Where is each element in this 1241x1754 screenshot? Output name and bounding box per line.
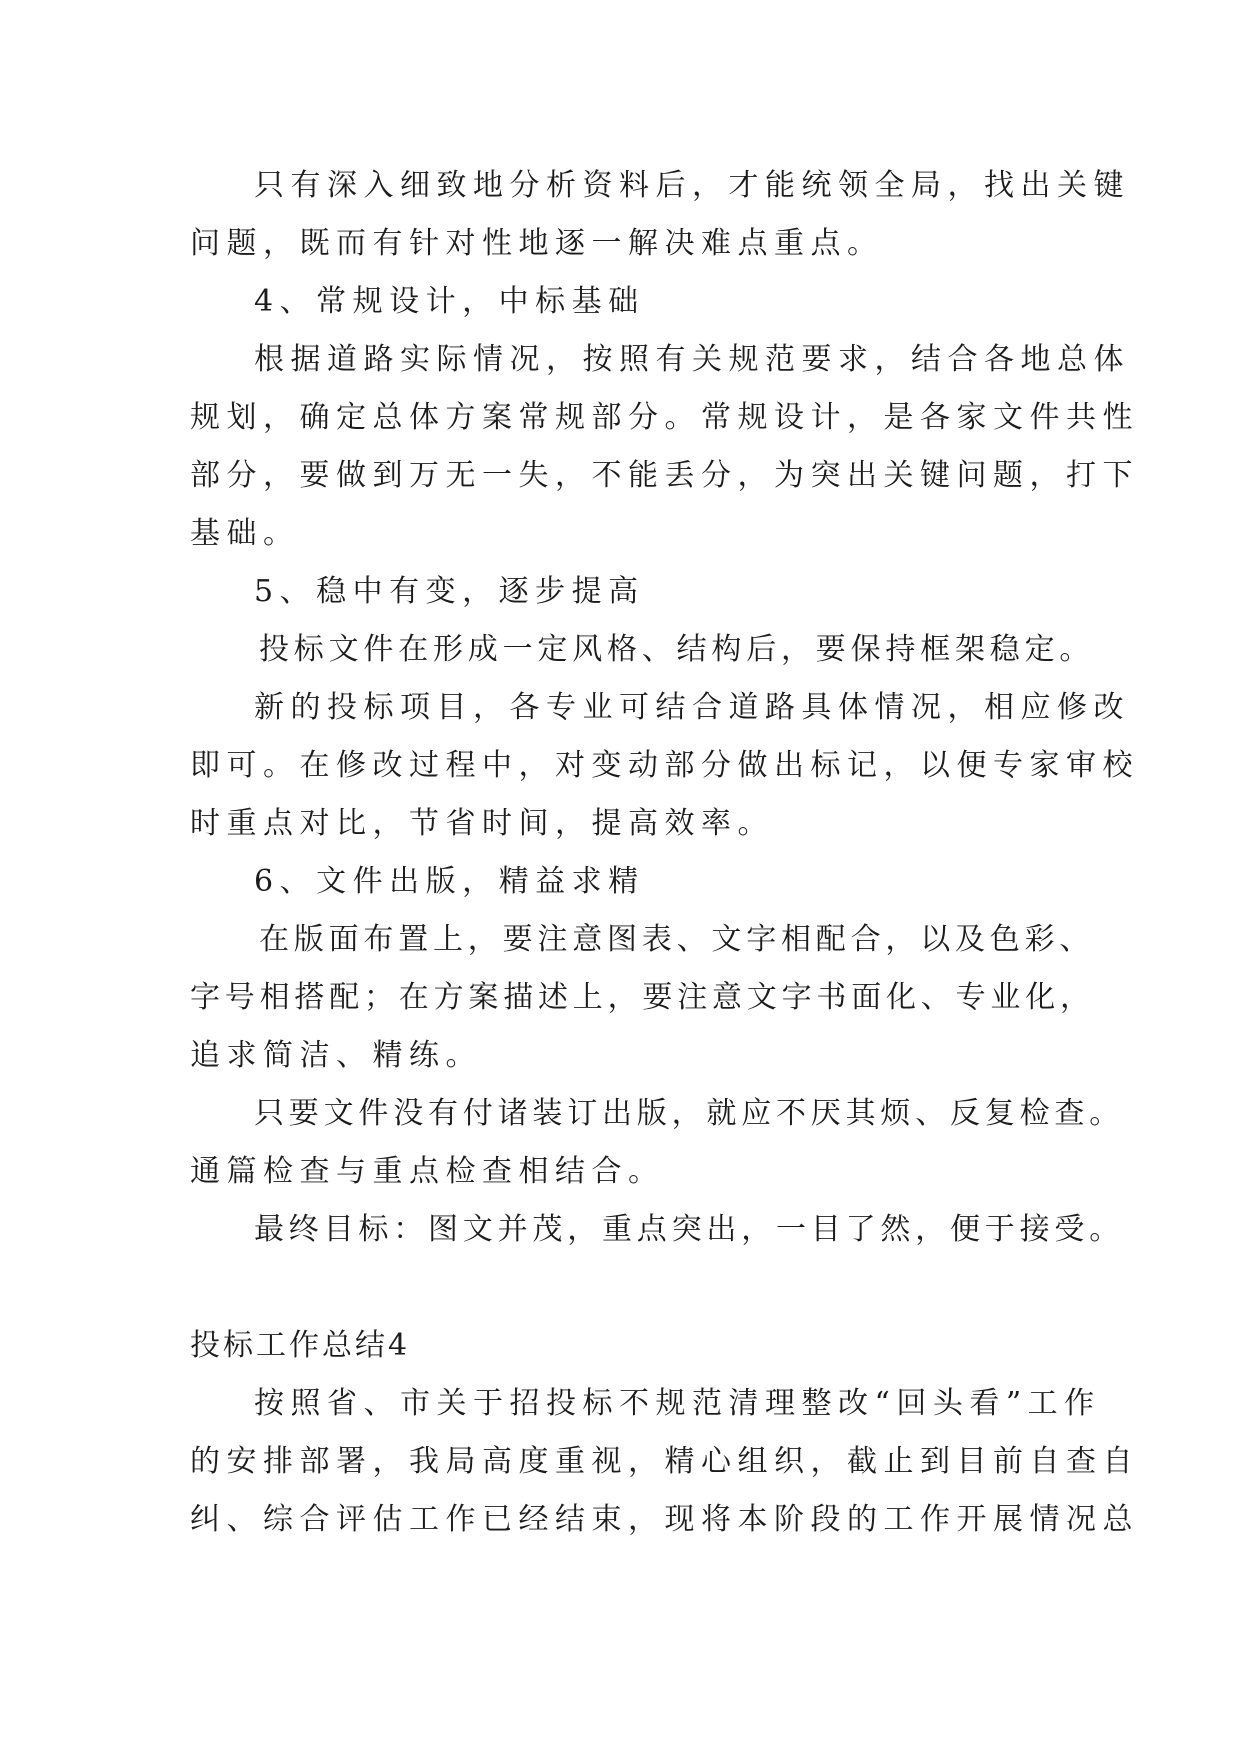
paragraph-line: 在版面布置上，要注意图表、文字相配合，以及色彩、 (259, 922, 1095, 957)
paragraph-line: 的安排部署，我局高度重视，精心组织，截止到目前自查自 (190, 1444, 1139, 1479)
paragraph-line: 即可。在修改过程中，对变动部分做出标记，以便专家审校 (190, 748, 1139, 783)
paragraph-line: 只有深入细致地分析资料后，才能统领全局，找出关键 (254, 168, 1130, 203)
paragraph-line: 时重点对比，节省时间，提高效率。 (190, 806, 774, 841)
paragraph-line: 基础。 (190, 516, 300, 551)
paragraph-line: 只要文件没有付诸装订出版，就应不厌其烦、反复检查。 (254, 1096, 1124, 1131)
paragraph-line: 通篇检查与重点检查相结合。 (190, 1154, 665, 1189)
paragraph-line: 按照省、市关于招投标不规范清理整改“回头看”工作 (254, 1386, 1101, 1421)
paragraph-line: 新的投标项目，各专业可结合道路具体情况，相应修改 (254, 690, 1130, 725)
paragraph-line: 投标文件在形成一定风格、结构后，要保持框架稳定。 (259, 632, 1095, 667)
paragraph-line: 部分，要做到万无一失，不能丢分，为突出关键问题，打下 (190, 458, 1139, 493)
paragraph-line: 根据道路实际情况，按照有关规范要求，结合各地总体 (254, 342, 1130, 377)
section-heading: 6、文件出版，精益求精 (254, 864, 645, 899)
paragraph-line: 问题，既而有针对性地逐一解决难点重点。 (190, 226, 884, 261)
paragraph-line: 追求简洁、精练。 (190, 1038, 482, 1073)
section-heading: 5、稳中有变，逐步提高 (254, 574, 645, 609)
paragraph-line: 纠、综合评估工作已经结束，现将本阶段的工作开展情况总 (190, 1502, 1139, 1537)
section-heading: 4、常规设计，中标基础 (254, 284, 645, 319)
paragraph-line: 字号相搭配；在方案描述上，要注意文字书面化、专业化， (190, 980, 1095, 1015)
section-title: 投标工作总结4 (190, 1328, 411, 1363)
paragraph-line: 规划，确定总体方案常规部分。常规设计，是各家文件共性 (190, 400, 1139, 435)
paragraph-line: 最终目标：图文并茂，重点突出，一目了然，便于接受。 (254, 1212, 1124, 1247)
